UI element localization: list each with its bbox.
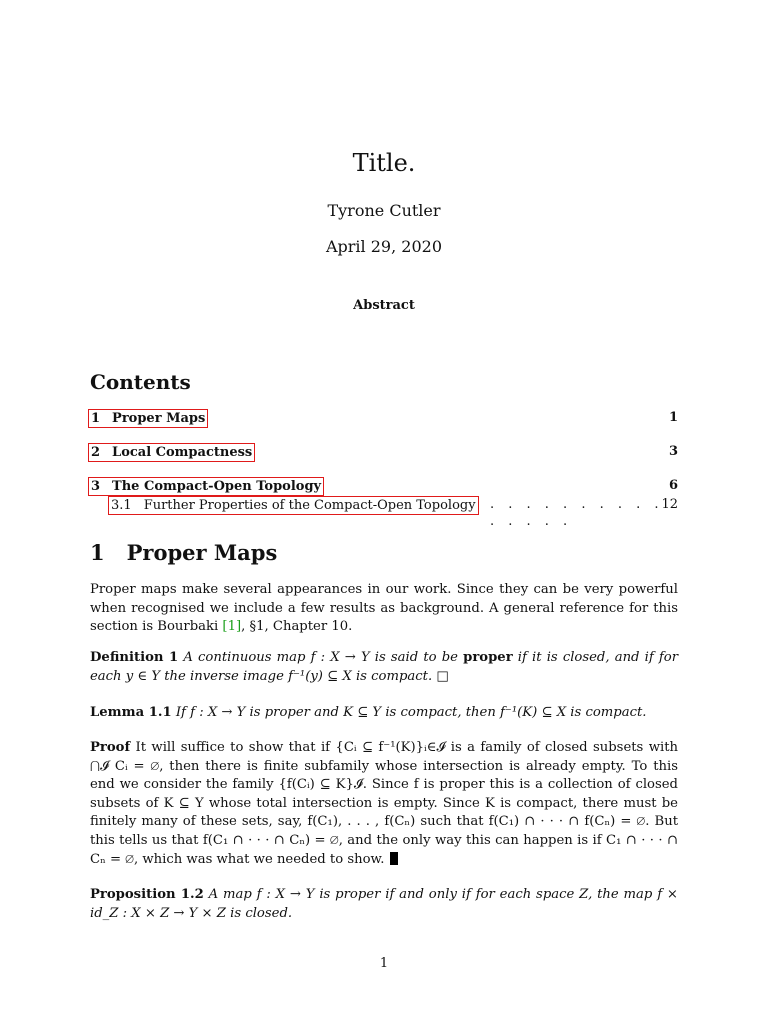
toc-number: 3: [91, 479, 101, 494]
toc-link-compact-open-topology[interactable]: [88, 477, 324, 496]
intro-text-before: Proper maps make several appearances in our work. Since they can be very powerful when recognised we include a few results as background. A general reference for this section is Bourbaki: [90, 582, 678, 635]
toc-page-number: 12: [661, 497, 678, 512]
proof-block: [90, 739, 678, 869]
toc-label: Local Compactness: [112, 445, 253, 460]
page-number: 1: [379, 956, 389, 971]
definition-keyword: proper: [463, 650, 513, 665]
toc-link-local-compactness[interactable]: [88, 443, 255, 462]
contents-heading: Contents: [90, 370, 191, 394]
toc-page-number: 6: [668, 478, 678, 493]
abstract-heading: Abstract: [353, 298, 415, 313]
proof-text: It will suffice to show that if {Cᵢ ⊆ f⁻¹(K)}ᵢ∈𝓘 is a family of closed subsets with ⋂𝓘 Cᵢ = ∅, then there is finite subfamily whose intersection is already empty. To this end we consider the family {f(Cᵢ) ⊆ K}𝓘. Since f is proper this is a collection of closed subsets of K ⊆ Y whose total intersection is empty. Since K is compact, there must be finitely many of these sets, say, f(C₁), . . . , f(Cₙ) such that f(C₁) ∩ · · · ∩ f(Cₙ) = ∅. But this tells us that f(C₁ ∩ · · · ∩ Cₙ) = ∅, and the only way this can happen is if C₁ ∩ · · · ∩ Cₙ = ∅, which was what we needed to show.: [90, 740, 678, 867]
lemma-label: Lemma 1.1: [90, 705, 172, 720]
toc-link-further-properties[interactable]: [108, 496, 479, 515]
lemma-text: If f : X → Y is proper and K ⊆ Y is compact, then f⁻¹(K) ⊆ X is compact.: [171, 705, 647, 720]
toc-number: 3.1: [111, 498, 132, 513]
proposition-text: A map f : X → Y is proper if and only if for each space Z, the map f × id_Z : X × Z → Y × Z is closed.: [90, 887, 678, 921]
toc-subentry-further-properties: [110, 496, 678, 529]
toc-entry-local-compactness: [90, 443, 678, 462]
toc-entry-compact-open-topology: [90, 477, 678, 496]
toc-entry-proper-maps: [90, 409, 678, 428]
paper-title: Title.: [352, 149, 416, 177]
definition-text-after: if it is closed, and if for each y ∈ Y the inverse image f⁻¹(y) ⊆ X is compact. □: [90, 650, 679, 684]
toc-label: Proper Maps: [112, 411, 206, 426]
toc-leader-dots: . . . . . . . . . . . . . . .: [490, 497, 664, 529]
toc-number: 2: [91, 445, 101, 460]
toc-page-number: 1: [668, 410, 678, 425]
toc-link-proper-maps[interactable]: [88, 409, 208, 428]
section-number: 1: [90, 540, 105, 565]
citation-link[interactable]: [1]: [222, 619, 242, 635]
toc-page-number: 3: [668, 444, 678, 459]
lemma-block: [90, 704, 678, 723]
definition-text-before: A continuous map f : X → Y is said to be: [178, 650, 464, 665]
intro-text-after: , §1, Chapter 10.: [241, 619, 353, 635]
definition-label: Definition 1: [90, 650, 179, 665]
section-heading: [90, 540, 277, 566]
proposition-block: [90, 886, 678, 923]
paper-date: April 29, 2020: [325, 237, 442, 256]
proposition-label: Proposition 1.2: [90, 887, 204, 902]
definition-block: [90, 649, 678, 686]
toc-number: 1: [91, 411, 101, 426]
section-title: Proper Maps: [126, 540, 278, 565]
qed-symbol: [390, 852, 398, 865]
proof-label: Proof: [90, 740, 131, 755]
paper-author: Tyrone Cutler: [327, 201, 441, 220]
intro-paragraph: [90, 581, 678, 637]
toc-label: The Compact-Open Topology: [112, 479, 322, 494]
toc-label: Further Properties of the Compact-Open Topology: [143, 498, 476, 513]
